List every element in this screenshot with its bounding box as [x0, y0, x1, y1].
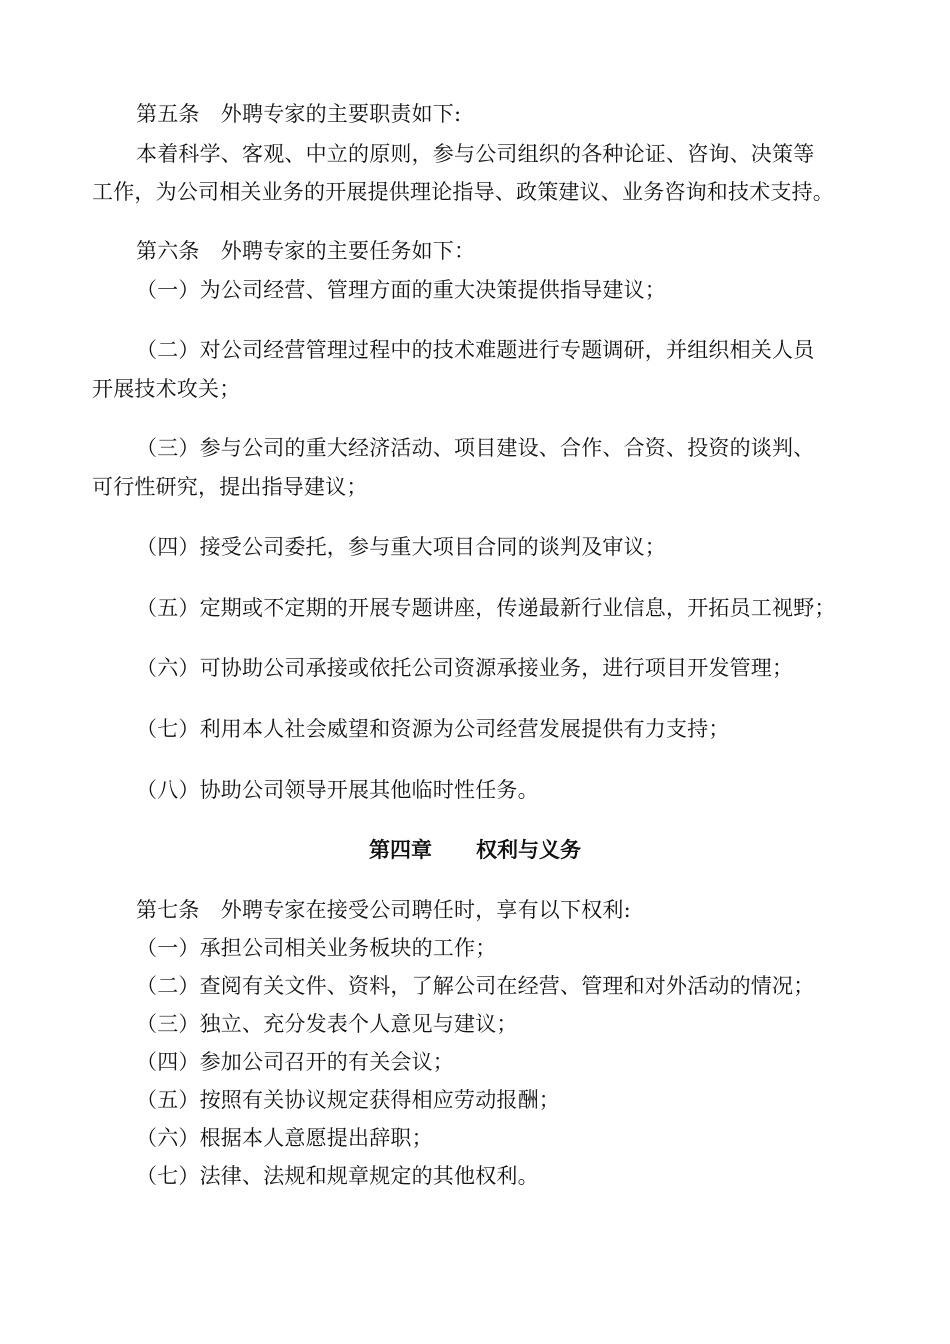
article-6-title: 第六条 外聘专家的主要任务如下： — [136, 239, 476, 263]
article-6-item-1: （一）为公司经营、管理方面的重大决策提供指导建议； — [136, 278, 666, 302]
article-6-item-3-line-1: （三）参与公司的重大经济活动、项目建设、合作、合资、投资的谈判、 — [136, 436, 815, 460]
article-6-item-5: （五）定期或不定期的开展专题讲座，传递最新行业信息，开拓员工视野； — [136, 596, 836, 620]
chapter-heading — [0, 836, 950, 864]
chapter-number: 第四章 — [369, 838, 432, 862]
article-5-body-line-1: 本着科学、客观、中立的原则，参与公司组织的各种论证、咨询、决策等 — [136, 142, 815, 166]
article-7-item: （一）承担公司相关业务板块的工作； — [136, 936, 497, 960]
article-7-title: 第七条 外聘专家在接受公司聘任时，享有以下权利: — [136, 898, 631, 922]
article-7-item: （三）独立、充分发表个人意见与建议； — [136, 1012, 518, 1036]
article-6-item-6: （六）可协助公司承接或依托公司资源承接业务，进行项目开发管理； — [136, 656, 794, 680]
article-6-item-2-line-2: 开展技术攻关； — [92, 377, 241, 401]
article-5-body-line-2: 工作，为公司相关业务的开展提供理论指导、政策建议、业务咨询和技术支持。 — [92, 180, 834, 204]
article-7-item: （七）法律、法规和规章规定的其他权利。 — [136, 1164, 539, 1188]
chapter-title: 权利与义务 — [476, 838, 581, 862]
article-5-title: 第五条 外聘专家的主要职责如下: — [136, 102, 462, 126]
article-7-item: （六）根据本人意愿提出辞职； — [136, 1126, 433, 1150]
article-6-item-8: （八）协助公司领导开展其他临时性任务。 — [136, 778, 539, 802]
article-6-item-3-line-2: 可行性研究，提出指导建议； — [92, 475, 368, 499]
article-6-item-7: （七）利用本人社会威望和资源为公司经营发展提供有力支持； — [136, 717, 730, 741]
article-7-item: （五）按照有关协议规定获得相应劳动报酬； — [136, 1088, 560, 1112]
article-7-item: （四）参加公司召开的有关会议； — [136, 1050, 454, 1074]
article-6-item-4: （四）接受公司委托，参与重大项目合同的谈判及审议； — [136, 535, 666, 559]
article-6-item-2-line-1: （二）对公司经营管理过程中的技术难题进行专题调研，并组织相关人员 — [136, 338, 815, 362]
article-7-item: （二）查阅有关文件、资料，了解公司在经营、管理和对外活动的情况； — [136, 974, 815, 998]
